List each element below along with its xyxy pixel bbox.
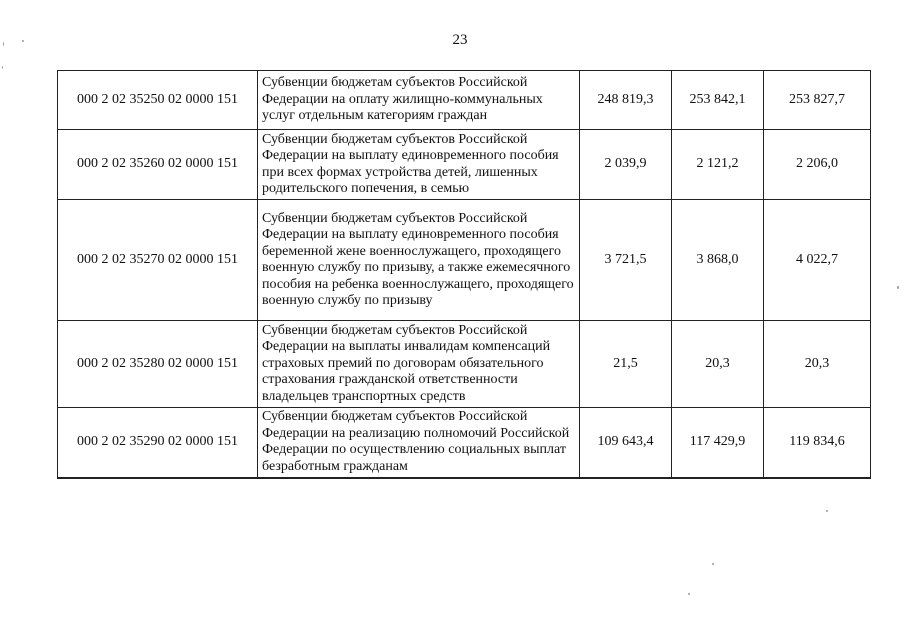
description-cell: Субвенции бюджетам субъектов Российской Федерации на реализацию полномочий Российской Федерации по осуществлению социальных выплат безработным гражданам	[258, 408, 580, 478]
description-cell: Субвенции бюджетам субъектов Российской Федерации на выплаты инвалидам компенсаций страховых премий по договорам обязательного страхования гражданской ответственности владельцев транспортных средств	[258, 321, 580, 408]
amount-cell-1: 248 819,3	[580, 71, 672, 130]
description-cell: Субвенции бюджетам субъектов Российской Федерации на оплату жилищно-коммунальных услуг отдельным категориям граждан	[258, 71, 580, 130]
budget-code-cell: 000 2 02 35260 02 0000 151	[58, 130, 258, 200]
scan-speck	[688, 593, 690, 595]
budget-code-cell: 000 2 02 35290 02 0000 151	[58, 408, 258, 478]
scan-speck	[712, 563, 714, 565]
amount-cell-3: 4 022,7	[764, 200, 871, 321]
table-row	[58, 71, 871, 130]
scan-speck	[3, 42, 4, 46]
budget-code-cell: 000 2 02 35250 02 0000 151	[58, 71, 258, 130]
page-number: 23	[452, 32, 468, 48]
amount-cell-3: 253 827,7	[764, 71, 871, 130]
amount-cell-1: 109 643,4	[580, 408, 672, 478]
description-cell: Субвенции бюджетам субъектов Российской Федерации на выплату единовременного пособия беременной жене военнослужащего, проходящего военную службу по призыву, а также ежемесячного пособия на ребенка военнослужащего, проходящего военную службу по призыву	[258, 200, 580, 321]
amount-cell-2: 20,3	[672, 321, 764, 408]
scan-speck	[22, 40, 24, 42]
table-row	[58, 200, 871, 321]
table-row	[58, 408, 871, 478]
amount-cell-2: 2 121,2	[672, 130, 764, 200]
budget-code-cell: 000 2 02 35280 02 0000 151	[58, 321, 258, 408]
budget-table	[57, 70, 871, 479]
scan-speck	[826, 510, 828, 512]
amount-cell-1: 2 039,9	[580, 130, 672, 200]
table-row	[58, 321, 871, 408]
amount-cell-2: 253 842,1	[672, 71, 764, 130]
amount-cell-3: 20,3	[764, 321, 871, 408]
amount-cell-3: 119 834,6	[764, 408, 871, 478]
amount-cell-2: 117 429,9	[672, 408, 764, 478]
amount-cell-1: 3 721,5	[580, 200, 672, 321]
scan-speck	[2, 66, 3, 69]
table-row	[58, 130, 871, 200]
budget-code-cell: 000 2 02 35270 02 0000 151	[58, 200, 258, 321]
scan-speck	[897, 286, 899, 289]
description-cell: Субвенции бюджетам субъектов Российской Федерации на выплату единовременного пособия при всех формах устройства детей, лишенных родительского попечения, в семью	[258, 130, 580, 200]
amount-cell-2: 3 868,0	[672, 200, 764, 321]
amount-cell-3: 2 206,0	[764, 130, 871, 200]
amount-cell-1: 21,5	[580, 321, 672, 408]
